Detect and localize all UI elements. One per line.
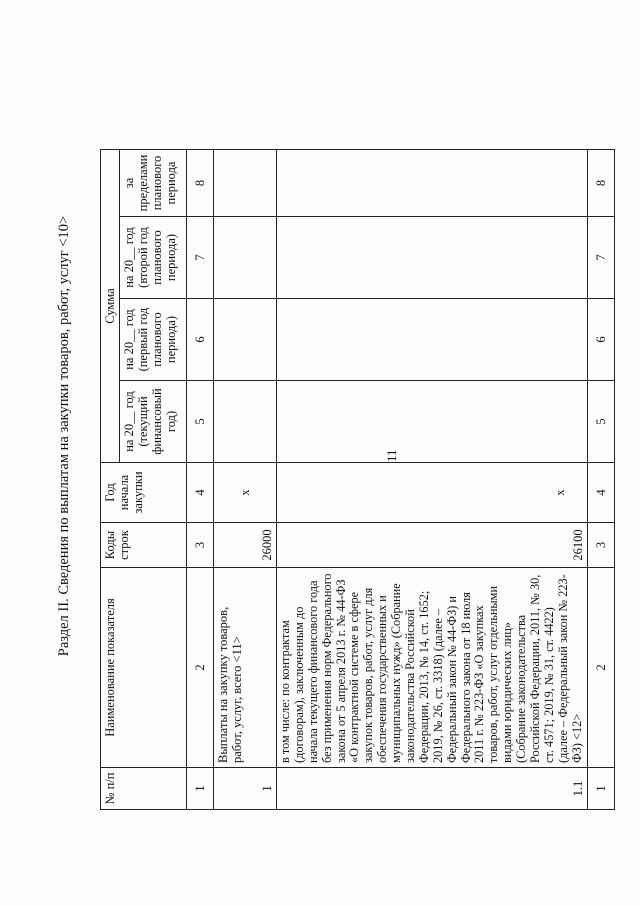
header-sum-beyond: за пределами планового периода <box>120 150 187 217</box>
row-no: 1.1 <box>277 768 588 810</box>
col-number: 7 <box>187 217 214 299</box>
col-number: 2 <box>587 568 614 768</box>
row-sum-second <box>277 217 588 299</box>
col-number: 3 <box>587 523 614 568</box>
row-name: в том числе: по контрактам (договорам), заключенным до начала текущего финансового года без применения норм Федерального закона от 5 апреля 2013 г. № 44-ФЗ «О контрактной системе в сфере закупок товаров, работ, услуг для обеспечения государственных и муниципальных нужд» (Собрание законодательства Российской Федерации, 2013, № 14, ст. 1652; 2019, № 26, ст. 3318) (далее – Федеральный закон № 44-ФЗ) и Федерального закона от 18 июля 2011 г. № 223-ФЗ «О закупках товаров, работ, услуг отдельными видами юридических лиц» (Собрание законодательства Российской Федерации, 2011, № 30, ст. 4571; 2019, № 31, ст. 4422) (далее – Федеральный закон № 223-ФЗ) <12> <box>277 568 588 768</box>
row-sum-current <box>214 381 277 463</box>
row-year: x <box>277 463 588 523</box>
col-number: 8 <box>587 150 614 217</box>
col-number: 8 <box>187 150 214 217</box>
row-no: 1 <box>214 768 277 810</box>
table-row <box>277 150 588 810</box>
section-title: Раздел II. Сведения по выплатам на закупки товаров, работ, услуг <10> <box>56 215 72 657</box>
table-row <box>214 150 277 810</box>
header-year: Год начала закупки <box>101 463 187 523</box>
header-sum: Сумма <box>101 150 120 463</box>
header-sum-first: на 20__ год (первый год планового периода) <box>120 299 187 381</box>
header-no: № п/п <box>101 768 187 810</box>
rotated-page-content <box>10 50 630 850</box>
col-number: 1 <box>187 768 214 810</box>
row-sum-beyond <box>277 150 588 217</box>
row-year: x <box>214 463 277 523</box>
row-sum-second <box>214 217 277 299</box>
column-numbers-row <box>587 150 614 810</box>
page-number: 11 <box>384 449 399 462</box>
row-sum-first <box>214 299 277 381</box>
col-number: 4 <box>587 463 614 523</box>
row-code: 26000 <box>214 523 277 568</box>
row-name: Выплаты на закупку товаров, работ, услуг, всего <11> <box>214 568 277 768</box>
row-sum-current <box>277 381 588 463</box>
col-number: 6 <box>187 299 214 381</box>
header-sum-current: на 20__ год (текущий финансовый год) <box>120 381 187 463</box>
col-number: 3 <box>187 523 214 568</box>
col-number: 1 <box>587 768 614 810</box>
col-number: 4 <box>187 463 214 523</box>
header-code: Коды строк <box>101 523 187 568</box>
col-number: 5 <box>587 381 614 463</box>
row-sum-beyond <box>214 150 277 217</box>
payments-table <box>100 149 615 810</box>
header-name: Наименование показателя <box>101 568 187 768</box>
row-code: 26100 <box>277 523 588 568</box>
header-sum-second: на 20__ год (второй год планового периода) <box>120 217 187 299</box>
header-row-1 <box>101 150 120 810</box>
col-number: 6 <box>587 299 614 381</box>
col-number: 2 <box>187 568 214 768</box>
row-sum-first <box>277 299 588 381</box>
col-number: 5 <box>187 381 214 463</box>
col-number: 7 <box>587 217 614 299</box>
column-numbers-row <box>187 150 214 810</box>
payments-table-wrapper <box>100 149 615 810</box>
